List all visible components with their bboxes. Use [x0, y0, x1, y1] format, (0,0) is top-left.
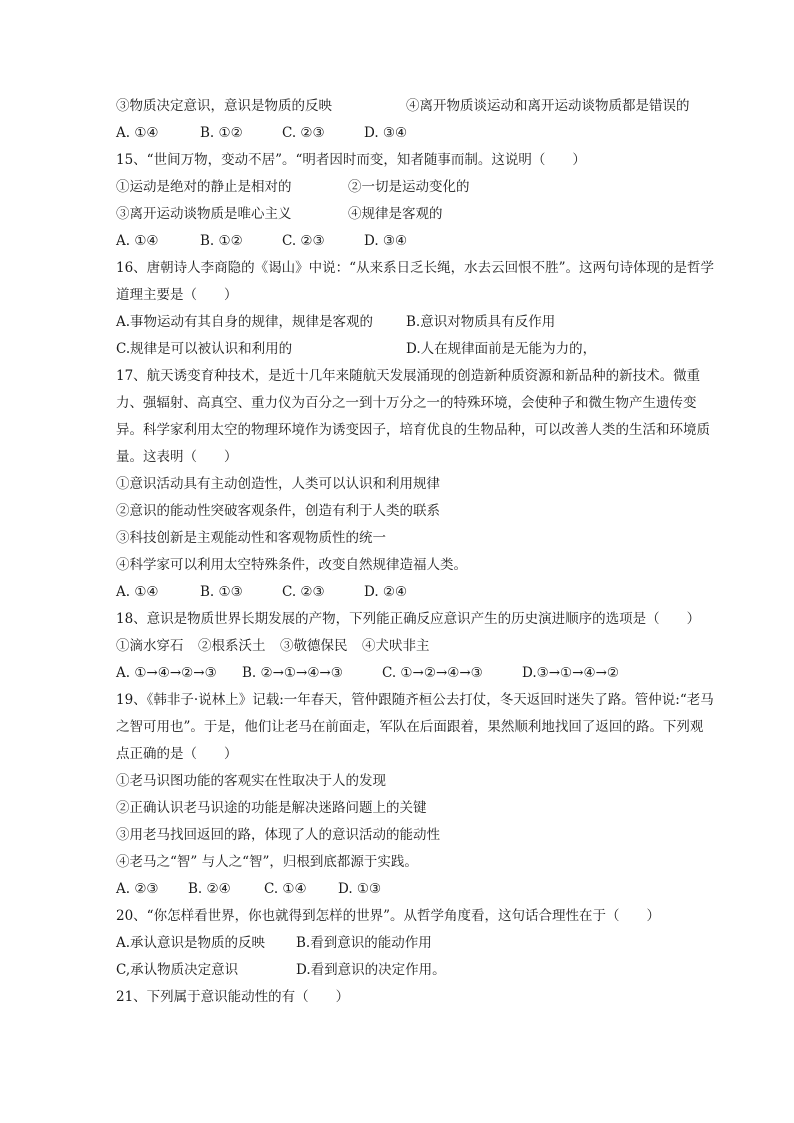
- statement: ③用老马找回返回的路，体现了人的意识活动的能动性: [116, 827, 440, 843]
- option-c: C. ①④: [264, 881, 307, 897]
- statement: ④科学家可以利用太空特殊条件，改变自然规律造福人类。: [116, 557, 467, 573]
- question-15: 15、“世间万物，变动不居”。“明者因时而变，知者随事而制。这说明（ ）: [116, 152, 586, 168]
- statement: ②一切是运动变化的: [348, 179, 470, 195]
- statement: ③物质决定意识，意识是物质的反映: [116, 98, 332, 114]
- q18-statements: [116, 633, 716, 660]
- option-a: A. ①④: [116, 584, 159, 600]
- q20-options-2: [116, 957, 716, 984]
- option-a: A.事物运动有其自身的规律，规律是客观的: [116, 314, 374, 330]
- option-b: B.看到意识的能动作用: [296, 935, 432, 951]
- option-d: D. ③④: [364, 125, 408, 141]
- statement: ③科技创新是主观能动性和客观物质性的统一: [116, 530, 386, 546]
- question-20: 20、“你怎样看世界，你也就得到怎样的世界”。从哲学角度看，这句话合理性在于（ ）: [116, 908, 660, 924]
- option-d: D. ②④: [364, 584, 408, 600]
- statement: ①运动是绝对的静止是相对的: [116, 179, 292, 195]
- q19-options: [116, 876, 716, 903]
- option-b: B.意识对物质具有反作用: [406, 314, 556, 330]
- question-21: 21、下列属于意识能动性的有（ ）: [116, 989, 350, 1005]
- option-b: B. ①③: [200, 584, 243, 600]
- option-b: B. ①②: [200, 233, 243, 249]
- statement: ①意识活动具有主动创造性，人类可以认识和利用规律: [116, 476, 440, 492]
- statement: ④规律是客观的: [348, 206, 443, 222]
- option-c: C. ②③: [282, 125, 325, 141]
- statement-row: [116, 93, 716, 120]
- option-b: B. ②→①→④→③: [242, 665, 343, 681]
- q15-statements-1: [116, 174, 716, 201]
- q16-options-2: [116, 336, 716, 363]
- question-16: 16、唐朝诗人李商隐的《谒山》中说：“从来系日乏长绳，水去云回恨不胜”。这两句诗体现的是哲学道理主要是（ ）: [116, 260, 714, 303]
- q15-statements-2: [116, 201, 716, 228]
- statement: ③离开运动谈物质是唯心主义: [116, 206, 292, 222]
- statement: ④老马之“智” 与人之“智”，归根到底都源于实践。: [116, 854, 418, 870]
- statement: ①老马识图功能的客观实在性取决于人的发现: [116, 773, 386, 789]
- option-c: C. ②③: [282, 584, 325, 600]
- option-a: A. ①→④→②→③: [116, 665, 217, 681]
- option-c: C. ②③: [282, 233, 325, 249]
- q20-options-1: [116, 930, 716, 957]
- statement: ②意识的能动性突破客观条件，创造有利于人类的联系: [116, 503, 440, 519]
- option-d: D.看到意识的决定作用。: [296, 962, 446, 978]
- question-content: [116, 93, 716, 1011]
- q17-options: [116, 579, 716, 606]
- option-c: C. ①→②→④→③: [382, 665, 483, 681]
- option-a: A. ②③: [116, 881, 159, 897]
- option-a: A.承认意识是物质的反映: [116, 935, 266, 951]
- statement: ③敬德保民: [280, 638, 348, 654]
- option-c: C.规律是可以被认识和利用的: [116, 341, 293, 357]
- question-17: 17、航天诱变育种技术，是近十几年来随航天发展涌现的创造新种质资源和新品种的新技术。微重力、强辐射、高真空、重力仪为百分之一到十万分之一的特殊环境，会使种子和微生物产生遗传变异。科学家利用太空的物理环境作为诱变因子，培育优良的生物品种，可以改善人类的生活和环境质量。这表明（ ）: [116, 368, 710, 465]
- q15-options: [116, 228, 716, 255]
- question-19: 19、《韩非子·说林上》记载:一年春天，管仲跟随齐桓公去打仗，冬天返回时迷失了路。管仲说:“老马之智可用也”。于是，他们让老马在前面走，军队在后面跟着，果然顺利地找回了返回的路。下列观点正确的是（ ）: [116, 692, 714, 762]
- option-d: D.③→①→④→②: [522, 665, 619, 681]
- option-d: D. ③④: [364, 233, 408, 249]
- statement: ④离开物质谈运动和离开运动谈物质都是错误的: [406, 98, 690, 114]
- option-d: D. ①③: [338, 881, 382, 897]
- statement: ④犬吠非主: [362, 638, 430, 654]
- option-a: A. ①④: [116, 233, 159, 249]
- q16-options-1: [116, 309, 716, 336]
- q14-options: [116, 120, 716, 147]
- statement: ②正确认识老马识途的功能是解决迷路问题上的关键: [116, 800, 427, 816]
- statement: ②根系沃土: [198, 638, 266, 654]
- option-d: D.人在规律面前是无能为力的，: [406, 341, 597, 357]
- option-b: B. ②④: [188, 881, 231, 897]
- option-c: C,承认物质决定意识: [116, 962, 239, 978]
- statement: ①滴水穿石: [116, 638, 184, 654]
- option-b: B. ①②: [200, 125, 243, 141]
- q18-options: [116, 660, 716, 687]
- option-a: A. ①④: [116, 125, 159, 141]
- question-18: 18、意识是物质世界长期发展的产物，下列能正确反应意识产生的历史演进顺序的选项是（ ）: [116, 611, 701, 627]
